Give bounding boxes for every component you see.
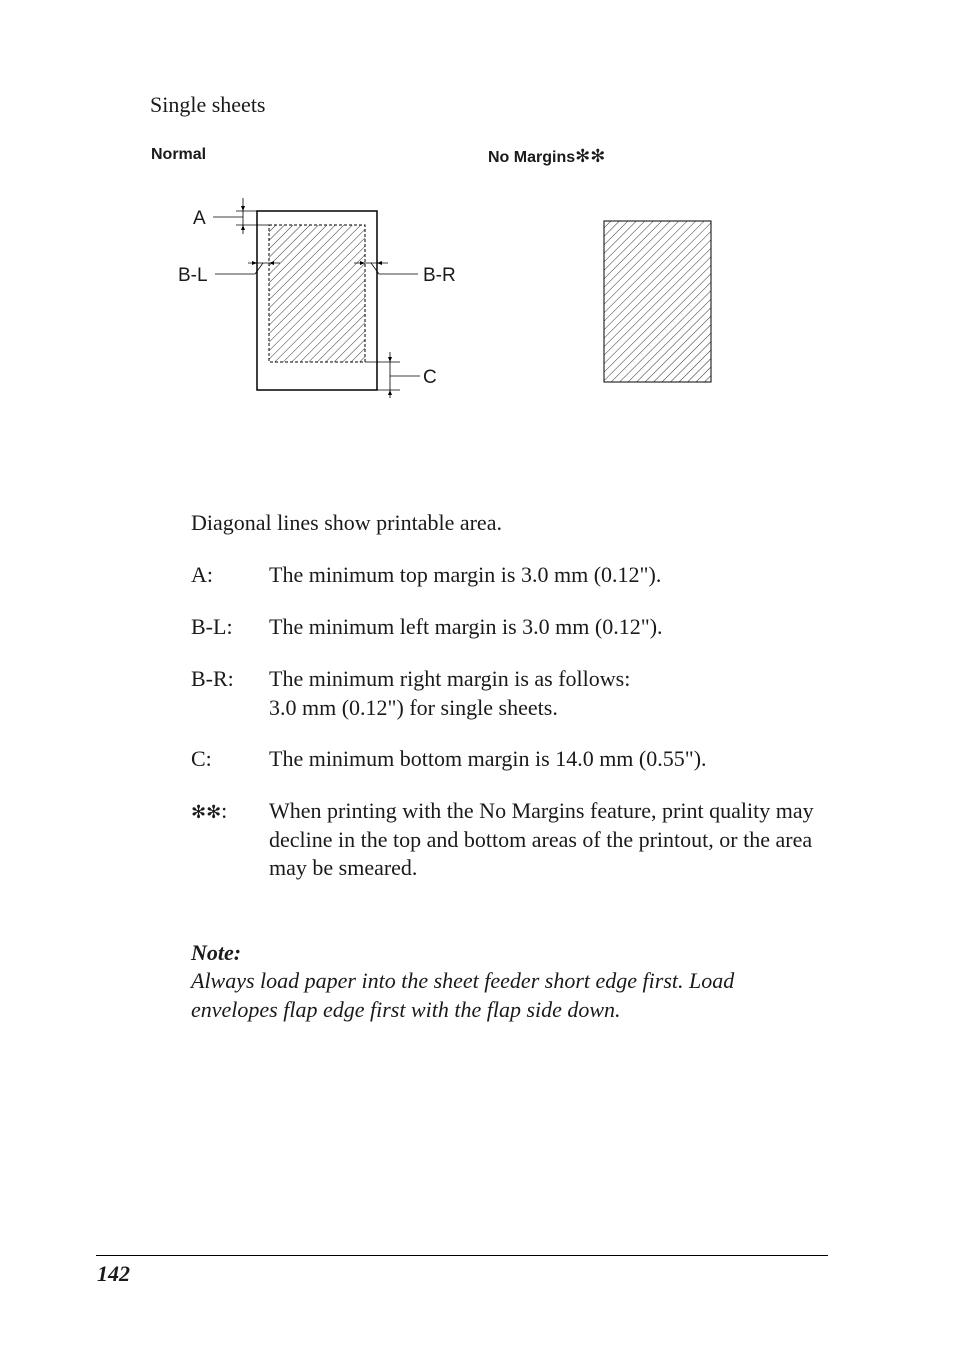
note-title: Note:: [191, 940, 242, 965]
marker-label-a: A: [193, 208, 206, 229]
figure-caption: Diagonal lines show printable area.: [191, 510, 502, 535]
footer-rule: [96, 1255, 828, 1256]
figure-label-normal: Normal: [151, 146, 207, 163]
definition-text: The minimum bottom margin is 14.0 mm (0.55").: [269, 746, 707, 771]
page-number: 142: [97, 1261, 130, 1286]
definition-key: A:: [191, 562, 213, 587]
definition-key: C:: [191, 746, 212, 771]
double-asterisk-icon: ✻✻: [575, 146, 606, 167]
printable-area-hatch: [269, 225, 365, 362]
definition-text: The minimum left margin is 3.0 mm (0.12").: [269, 614, 663, 639]
marker-label-b-r: B-R: [423, 265, 456, 286]
definition-line: 3.0 mm (0.12") for single sheets.: [269, 694, 558, 720]
no-margins-text: No Margins: [488, 149, 576, 166]
definition-text: When printing with the No Margins feature, print quality may decline in the top and bottom areas of the printout, or the area may be smeared.: [269, 798, 814, 880]
definition-text: [269, 665, 829, 722]
definition-text: The minimum top margin is 3.0 mm (0.12").: [269, 562, 662, 587]
definition-key: ✻✻:: [191, 798, 228, 823]
definition-line: The minimum right margin is as follows:: [269, 666, 631, 691]
marker-label-b-l: B-L: [178, 265, 208, 286]
definition-key: B-L:: [191, 614, 233, 639]
definition-key: B-R:: [191, 666, 234, 691]
margin-diagram: [0, 0, 954, 420]
note-body: Always load paper into the sheet feeder short edge first. Load envelopes flap edge first with the flap side down.: [191, 968, 735, 1022]
no-margins-sheet-hatch: [604, 221, 711, 382]
section-title: Single sheets: [150, 92, 266, 117]
double-asterisk-icon: ✻✻: [191, 802, 222, 823]
marker-label-c: C: [423, 367, 437, 388]
